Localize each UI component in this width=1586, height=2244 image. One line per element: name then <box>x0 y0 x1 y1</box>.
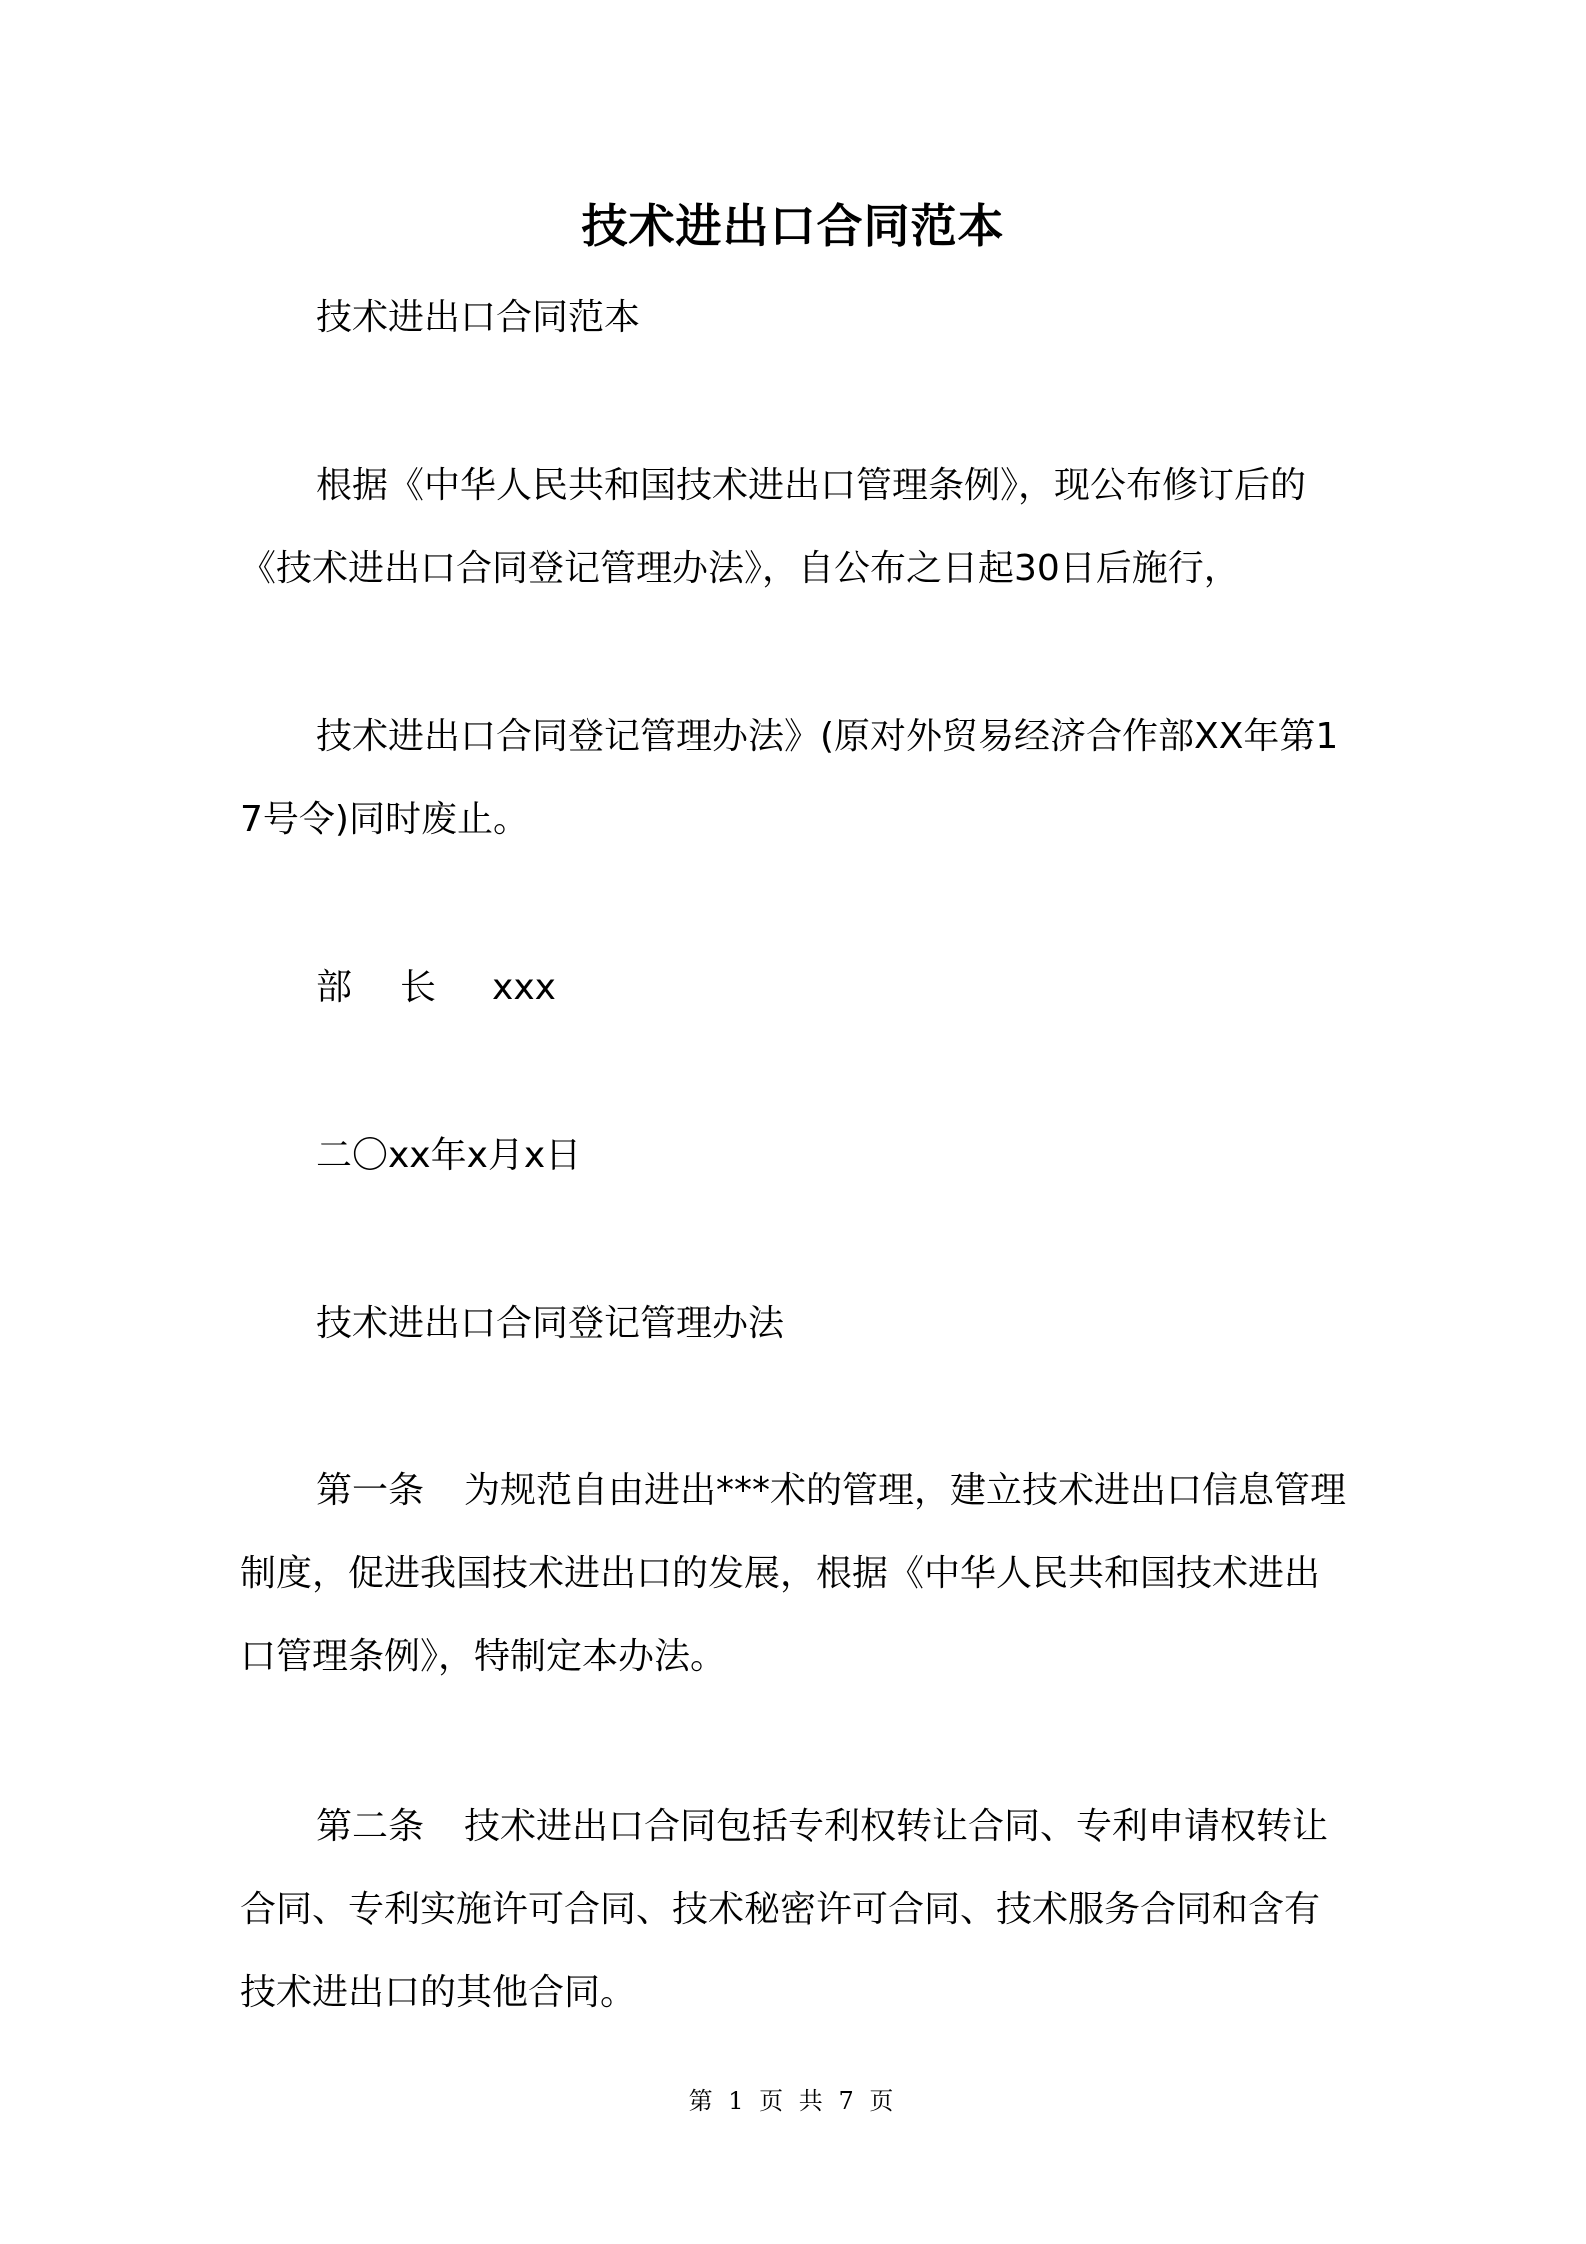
article-1-label: 第一条 <box>316 1470 425 1511</box>
article-1 <box>240 1449 1352 1698</box>
minister-name: xxx <box>492 967 556 1008</box>
minister-label-2: 长 <box>400 967 437 1008</box>
page-number-footer: 第 1 页 共 7 页 <box>688 2087 898 2115</box>
document-title: 技术进出口合同范本 <box>581 199 1005 253</box>
decree-date: 二〇xx年x月x日 <box>316 1135 582 1176</box>
article-2 <box>240 1785 1352 2034</box>
repeal-paragraph: 技术进出口合同登记管理办法》(原对外贸易经济合作部XX年第17号令)同时废止。 <box>240 716 1339 840</box>
article-2-text: 技术进出口合同包括专利权转让合同、专利申请权转让合同、专利实施许可合同、技术秘密许可合同、技术服务合同和含有技术进出口的其他合同。 <box>240 1806 1329 2013</box>
decree-paragraph: 根据《中华人民共和国技术进出口管理条例》，现公布修订后的《技术进出口合同登记管理办法》，自公布之日起30日后施行， <box>240 465 1307 589</box>
minister-signature <box>316 946 556 1029</box>
document-subtitle: 技术进出口合同范本 <box>316 297 641 338</box>
article-2-label: 第二条 <box>316 1806 425 1847</box>
article-1-text: 为规范自由进出***术的管理，建立技术进出口信息管理制度，促进我国技术进出口的发展，根据《中华人民共和国技术进出口管理条例》，特制定本办法。 <box>240 1470 1347 1677</box>
method-title: 技术进出口合同登记管理办法 <box>316 1303 785 1344</box>
minister-label-1: 部 <box>316 967 353 1008</box>
